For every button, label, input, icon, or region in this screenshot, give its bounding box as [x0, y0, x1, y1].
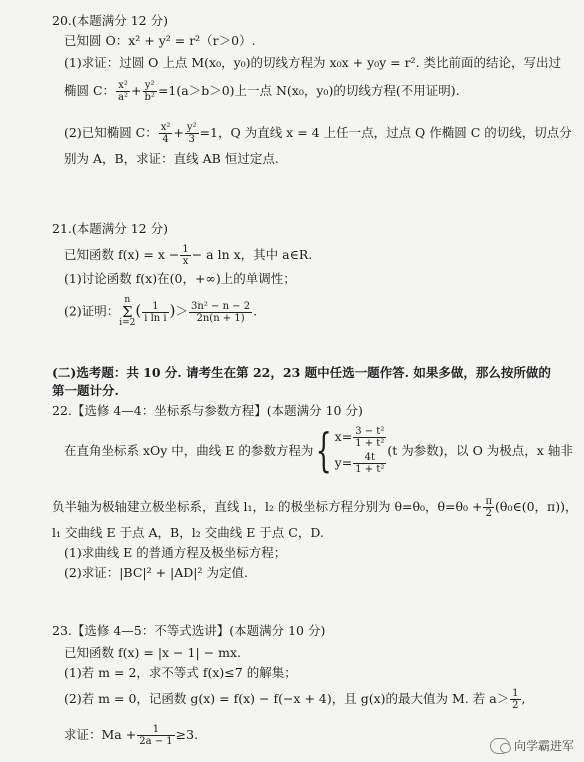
q20-part2-prefix: (2)已知椭圆 C： — [64, 125, 158, 140]
watermark-text: 向学霸进军 — [513, 739, 574, 753]
x2-over-4: $\frac{\text{x²}}{4}$ — [160, 122, 171, 145]
x2-over-a2: $\frac{\text{x²}}{\text{a²}}$ — [118, 80, 129, 103]
pi-over-2: $\frac{\pi}{2}$ — [485, 496, 493, 519]
q22-line2 — [52, 496, 578, 519]
q23-part2-line2 — [64, 724, 198, 747]
q22-part2: (2)求证：|BC|² + |AD|² 为定值. — [64, 565, 248, 580]
q22-param-note: (t 为参数)，以 O 为极点，x 轴非 — [387, 443, 573, 458]
q21-part2: (2)证明：n Σ i=2( $\frac{1}{\text{i ln i}}$ )＞ $\frac{\text{3n² − n − 2}}{2n(n + 1)}$ . — [64, 295, 258, 328]
q23-part2-prefix: (2)若 m = 0，记函数 g(x) = f(x) − f(−x + 4)，且 g(x)的最大值为 M. 若 a＞ — [64, 691, 510, 706]
summation: n Σ i=2 — [119, 295, 136, 328]
one-over-x: $\frac{1}{x}$ — [182, 244, 189, 267]
y2-over-3: $\frac{\text{y²}}{3}$ — [186, 122, 197, 145]
q22-line2-prefix: 负半轴为极轴建立极坐标系，直线 l₁，l₂ 的极坐标方程分别为 θ=θ₀，θ=θ₀ + — [52, 499, 483, 514]
q23-title: 23.【选修 4—5：不等式选讲】(本题满分 10 分) — [52, 623, 326, 638]
q21-title: 21.(本题满分 12 分) — [52, 221, 168, 236]
q20-part2-suffix: =1，Q 为直线 x = 4 上任一点，过点 Q 作椭圆 C 的切线，切点分 — [199, 125, 572, 140]
one-over-2a-1: $\frac{1}{2a - 1}$ — [139, 724, 173, 747]
q21-given — [64, 244, 312, 267]
q20-part1-line1: (1)求证：过圆 O 上点 M(x₀，y₀)的切线方程为 x₀x + y₀y = r². 类比前面的结论，写出过 — [64, 55, 562, 70]
q22-line2-suffix: (θ₀∈(0，π))， — [495, 499, 578, 514]
q23-part2: (2)若 m = 0，记函数 g(x) = f(x) − f(−x + 4)，且 g(x)的最大值为 M. 若 a＞ $\frac{1}{2}$ , — [64, 688, 526, 711]
q22-part1: (1)求曲线 E 的普通方程及极坐标方程； — [64, 545, 287, 560]
q22-text-prefix: 在直角坐标系 xOy 中，曲线 E 的参数方程为 — [64, 443, 314, 458]
q22-title: 22.【选修 4—4：坐标系与参数方程】(本题满分 10 分) — [52, 403, 363, 418]
one-over-ilni: $\frac{1}{\text{i ln i}}$ — [144, 300, 167, 324]
q22-param-line — [64, 424, 573, 476]
q20-part1-suffix: =1(a＞b＞0)上一点 N(x₀，y₀)的切线方程(不用证明). — [157, 83, 460, 98]
q21-part1: (1)讨论函数 f(x)在(0，+∞)上的单调性； — [64, 271, 296, 286]
q22-line3: l₁ 交曲线 E 于点 A，B，l₂ 交曲线 E 于点 C，D. — [52, 525, 324, 540]
q21-given-prefix: 已知函数 f(x) = x − — [64, 247, 180, 262]
q20-part2-line1: (2)已知椭圆 C： $\frac{\text{x²}}{4}$ + $\frac{\text{y²}}{3}$ =1，Q 为直线 x = 4 上任一点，过点 Q 作椭圆 C 的切线，切点分 — [64, 122, 572, 145]
q20-part2-line2: 别为 A，B，求证：直线 AB 恒过定点. — [64, 151, 279, 166]
q20-part1-line2: 椭圆 C： $\frac{\text{x²}}{\text{a²}}$ + $\frac{\text{y²}}{\text{b²}}$ =1(a＞b＞0)上一点 N(x₀，y₀)的切线方程(不用证明). — [64, 80, 460, 103]
elective-heading: (二)选考题：共 10 分. 请考生在第 22，23 题中任选一题作答. 如果多做，那么按所做的 — [52, 365, 551, 380]
q23-given: 已知函数 f(x) = |x − 1| − mx. — [64, 645, 241, 660]
q21-part2-prefix: (2)证明： — [64, 303, 120, 319]
q20-part1-prefix: 椭圆 C： — [64, 83, 116, 98]
elective-heading-2: 第一题计分. — [52, 383, 119, 398]
q23-part1: (1)若 m = 2，求不等式 f(x)≤7 的解集； — [64, 665, 297, 680]
q21-given-suffix: − a ln x，其中 a∈R. — [191, 247, 313, 262]
q21-gt: ＞ — [175, 303, 189, 319]
q23-part2b-prefix: 求证：Ma + — [64, 727, 137, 742]
param-system: x= $\frac{\text{3 − t²}}{\text{1 + t²}}$ y= $\frac{4t}{\text{1 + t²}}$ — [334, 426, 385, 475]
q20-title: 20.(本题满分 12 分) — [52, 13, 168, 28]
one-half: $\frac{1}{2}$ — [512, 688, 519, 711]
y2-over-b2: $\frac{\text{y²}}{\text{b²}}$ — [144, 80, 155, 103]
rhs-fraction: $\frac{\text{3n² − n − 2}}{2n(n + 1)}$ — [191, 300, 251, 324]
wechat-watermark — [490, 737, 574, 754]
left-brace: { — [315, 423, 333, 477]
q23-part2b-suffix: ≥3. — [175, 727, 199, 742]
wechat-icon — [490, 738, 510, 754]
q20-given: 已知圆 O：x² + y² = r²（r＞0）. — [64, 33, 256, 48]
